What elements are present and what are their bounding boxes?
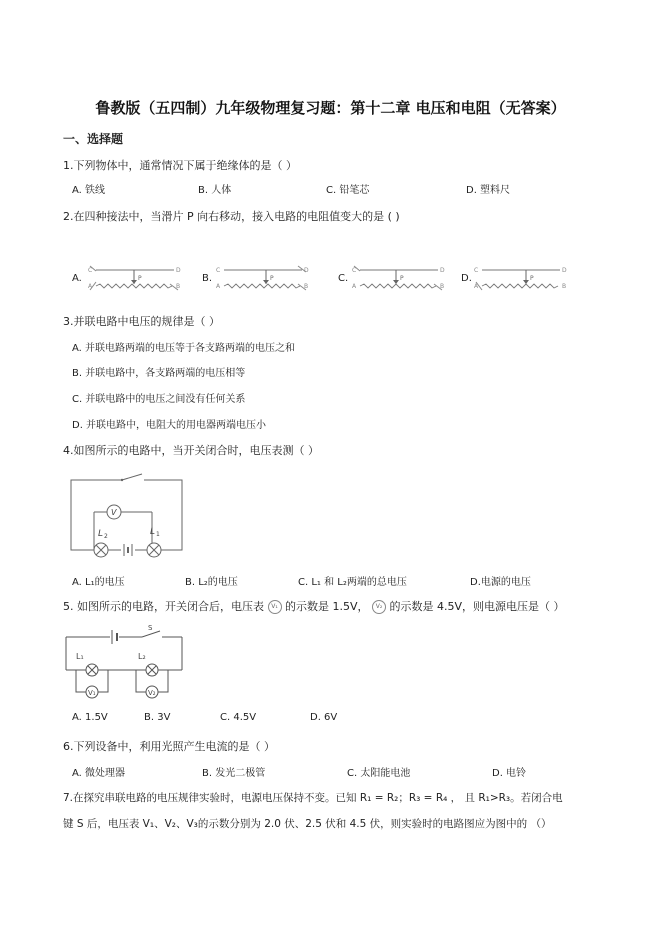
svg-text:D: D: [562, 267, 567, 274]
question-6-text: 6.下列设备中，利用光照产生电流的是（ ）: [63, 740, 275, 753]
svg-text:P: P: [138, 275, 142, 282]
svg-text:V: V: [111, 508, 117, 517]
question-2-label-c: C.: [338, 273, 349, 284]
svg-text:P: P: [270, 275, 274, 282]
rheostat-diagram-c: [350, 262, 450, 292]
question-6-option-a: A. 微处理器: [72, 768, 126, 779]
question-5-option-d: D. 6V: [310, 712, 338, 723]
question-6-option-c: C. 太阳能电池: [347, 768, 411, 779]
question-1-option-a: A. 铁线: [72, 185, 106, 196]
svg-text:S: S: [148, 624, 153, 632]
question-2-label-d: D.: [461, 273, 472, 284]
question-5-text-part-2: 的示数是 1.5V，: [285, 600, 369, 613]
question-4-text: 4.如图所示的电路中，当开关闭合时，电压表测（ ）: [63, 444, 319, 457]
question-1-option-b: B. 人体: [198, 185, 232, 196]
svg-text:C: C: [352, 267, 357, 274]
voltmeter-v2-icon: V₂: [372, 600, 386, 614]
question-3-option-c: C. 并联电路中的电压之间没有任何关系: [72, 394, 246, 405]
question-5-option-b: B. 3V: [144, 712, 171, 723]
question-6-option-b: B. 发光二极管: [202, 768, 266, 779]
svg-text:A: A: [216, 283, 221, 290]
question-1-option-d: D. 塑料尺: [466, 185, 511, 196]
question-4-circuit-diagram: [66, 470, 190, 558]
svg-text:B: B: [304, 283, 309, 290]
svg-text:B: B: [562, 283, 567, 290]
svg-text:L₂: L₂: [138, 652, 146, 661]
svg-text:V₁: V₁: [88, 689, 96, 697]
section-heading: 一、选择题: [63, 132, 124, 146]
svg-text:C: C: [88, 267, 93, 274]
svg-text:B: B: [440, 283, 445, 290]
question-4-option-b: B. L₂的电压: [185, 577, 238, 588]
question-6-option-d: D. 电铃: [492, 768, 527, 779]
question-5-text-part-3: 的示数是 4.5V，则电源电压是（ ）: [389, 600, 565, 613]
svg-text:A: A: [88, 283, 93, 290]
question-3-option-a: A. 并联电路两端的电压等于各支路两端的电压之和: [72, 343, 296, 354]
question-2-label-a: A.: [72, 273, 82, 284]
question-5-text: [63, 598, 565, 614]
rheostat-diagram-d: [472, 262, 572, 292]
svg-text:C: C: [216, 267, 221, 274]
question-5-option-c: C. 4.5V: [220, 712, 257, 723]
question-3-option-d: D. 并联电路中，电阻大的用电器两端电压小: [72, 420, 267, 431]
question-3-option-b: B. 并联电路中，各支路两端的电压相等: [72, 368, 246, 379]
svg-text:D: D: [304, 267, 309, 274]
question-1-text: 1.下列物体中，通常情况下属于绝缘体的是（ ）: [63, 159, 297, 172]
svg-text:2: 2: [104, 533, 108, 540]
svg-text:A: A: [352, 283, 357, 290]
question-3-text: 3.并联电路中电压的规律是（ ）: [63, 315, 220, 328]
rheostat-diagram-b: [214, 262, 314, 292]
svg-text:1: 1: [156, 531, 160, 538]
svg-text:B: B: [176, 283, 181, 290]
question-5-circuit-diagram: [62, 622, 188, 700]
question-4-option-a: A. L₁的电压: [72, 577, 125, 588]
question-4-option-c: C. L₁ 和 L₂两端的总电压: [298, 577, 407, 588]
question-1-option-c: C. 铅笔芯: [326, 185, 370, 196]
question-4-option-d: D.电源的电压: [470, 577, 531, 588]
document-title: 鲁教版（五四制）九年级物理复习题：第十二章 电压和电阻（无答案）: [95, 99, 566, 117]
question-7-text-line-2: 键 S 后，电压表 V₁、V₂、V₃的示数分别为 2.0 伏、2.5 伏和 4.5 伏，则实验时的电路图应为图中的 （）: [63, 818, 552, 830]
voltmeter-v1-icon: V₁: [268, 600, 282, 614]
svg-text:L₁: L₁: [76, 652, 84, 661]
svg-text:P: P: [530, 275, 534, 282]
svg-text:L: L: [150, 527, 156, 537]
question-5-option-a: A. 1.5V: [72, 712, 108, 723]
svg-text:P: P: [400, 275, 404, 282]
svg-text:D: D: [440, 267, 445, 274]
svg-text:C: C: [474, 267, 479, 274]
question-7-text-line-1: 7.在探究串联电路的电压规律实验时，电源电压保持不变。已知 R₁ = R₂；R₃ = R₄ ， 且 R₁>R₃。若闭合电: [63, 792, 563, 804]
rheostat-diagram-a: [86, 262, 186, 292]
svg-text:V₂: V₂: [148, 689, 156, 697]
question-5-text-part-1: 5. 如图所示的电路，开关闭合后，电压表: [63, 600, 264, 613]
svg-text:L: L: [98, 529, 104, 539]
question-2-label-b: B.: [202, 273, 213, 284]
svg-text:D: D: [176, 267, 181, 274]
question-2-text: 2.在四种接法中，当滑片 P 向右移动，接入电路的电阻值变大的是 ( ): [63, 210, 400, 223]
svg-text:A: A: [474, 283, 479, 290]
